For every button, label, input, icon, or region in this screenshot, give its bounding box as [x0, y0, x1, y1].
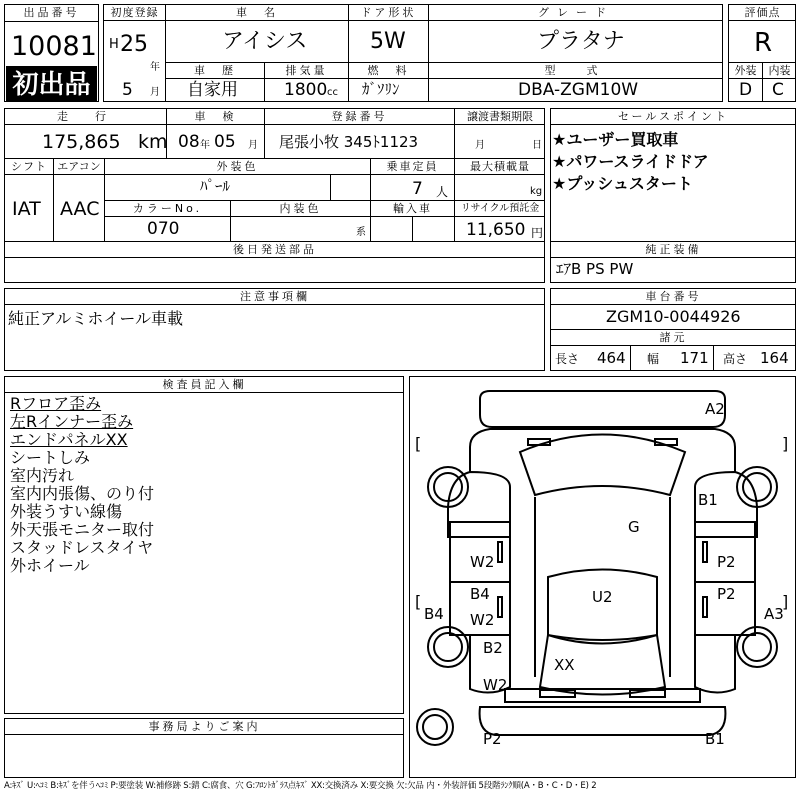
damage-mark-W2c: W2 — [483, 676, 508, 694]
damage-mark-XX: XX — [554, 656, 575, 674]
exterior-label: 外装 — [734, 64, 757, 77]
car-outline — [410, 377, 795, 777]
sales-point: ★パワースライドドア — [552, 152, 709, 171]
load-label: 最大積載量 — [470, 160, 530, 173]
transfer-day: 日 — [532, 140, 542, 151]
displacement-unit: cc — [327, 87, 338, 98]
equipment-label: 純正装備 — [645, 243, 702, 256]
damage-mark-B4b: B4 — [424, 605, 444, 623]
interior-label: 内装 — [768, 64, 791, 77]
month-unit: 月 — [150, 87, 160, 98]
lot-box — [4, 4, 99, 102]
history: 自家用 — [187, 80, 238, 100]
inspector-label: 検査員記入欄 — [162, 378, 247, 391]
inspector-note: シートしみ — [10, 448, 91, 467]
damage-mark-A2: A2 — [705, 400, 725, 418]
inspector-note: 外天張モニター取付 — [10, 520, 155, 539]
mileage: 175,865 — [42, 131, 121, 153]
inspector-note: スタッドレスタイヤ — [10, 538, 154, 557]
notes-label: 注意事項欄 — [240, 290, 310, 303]
recycle-unit: 円 — [531, 226, 544, 240]
mileage-unit: km — [138, 131, 168, 153]
plate-number: 尾張小牧 345ﾄ1123 — [279, 133, 419, 151]
insp-year-unit: 年 — [200, 140, 210, 151]
inspector-note: 外ホイール — [10, 556, 90, 575]
import-label: 輸入車 — [393, 202, 432, 215]
inspector-note: 室内内張傷、のり付 — [10, 484, 155, 503]
width: 171 — [680, 349, 709, 367]
first-reg-label: 初度登録 — [110, 6, 159, 19]
damage-mark-W2b: W2 — [470, 611, 495, 629]
notes-value: 純正アルミホイール車載 — [8, 309, 184, 328]
grade-label: グレード — [538, 6, 614, 19]
car-name-label: 車 名 — [236, 6, 278, 19]
int-color-label: 内装色 — [279, 202, 322, 215]
lot-number: 10081 — [11, 31, 97, 62]
length-label: 長さ — [555, 352, 580, 366]
equipment-value: ｴｱB PS PW — [556, 260, 634, 278]
insp-month-unit: 月 — [248, 140, 258, 151]
width-label: 幅 — [647, 352, 660, 366]
inspector-note: Rフロア歪み — [10, 394, 102, 413]
bracket-mark: ] — [782, 592, 789, 611]
damage-mark-P2b: P2 — [717, 585, 736, 603]
height-label: 高さ — [723, 352, 748, 366]
chassis-label: 車台番号 — [645, 290, 702, 303]
ext-color: ﾊﾟｰﾙ — [200, 177, 231, 195]
ext-color-label: 外装色 — [216, 160, 259, 173]
chassis-number: ZGM10-0044926 — [606, 307, 741, 326]
bracket-mark: ] — [782, 434, 789, 453]
color-no: 070 — [147, 219, 180, 239]
inspection-label: 車 検 — [194, 110, 237, 123]
inspector-list — [10, 395, 154, 575]
inspector-note: 左Rインナー歪み — [10, 412, 134, 431]
exterior-grade: D — [739, 80, 753, 100]
interior-grade: C — [772, 80, 784, 100]
damage-mark-B4: B4 — [470, 585, 490, 603]
sales-point: ★ユーザー買取車 — [552, 130, 679, 149]
load-unit: kg — [530, 186, 543, 197]
reg-month: 5 — [122, 80, 133, 100]
door-label: ドア形状 — [360, 6, 417, 19]
damage-mark-B1: B1 — [698, 491, 718, 509]
door-type: 5W — [370, 29, 406, 54]
bracket-mark: [ — [415, 434, 422, 453]
length: 464 — [597, 349, 626, 367]
plate-label: 登録番号 — [331, 110, 388, 123]
rating-label: 評価点 — [744, 6, 781, 19]
transfer-label: 譲渡書類期限 — [467, 110, 533, 123]
seats-label: 乗車定員 — [386, 160, 439, 173]
damage-mark-P2c: P2 — [483, 730, 502, 748]
model: DBA-ZGM10W — [518, 80, 639, 100]
sales-point: ★プッシュスタート — [552, 174, 693, 193]
history-label: 車 歴 — [194, 64, 236, 77]
rating-value: R — [754, 28, 773, 58]
shift-label: シフト — [11, 160, 47, 173]
inspector-note: 外装うすい線傷 — [10, 502, 123, 521]
displacement: 1800 — [284, 80, 328, 100]
reg-year: 25 — [120, 32, 148, 57]
parts-later-label: 後日発送部品 — [233, 243, 317, 256]
fuel-label: 燃 料 — [367, 64, 410, 77]
damage-legend: A:ｷｽﾞ U:ﾍｺﾐ B:ｷｽﾞを伴うﾍｺﾐ P:要塗装 W:補修跡 S:錆 C:腐食、穴 G:ﾌﾛﾝﾄｶﾞﾗｽ点ｷｽﾞ XX:交換済み X:要交換 欠:欠品 内・外装評価 5段階ﾗﾝｸ順(A・B・C・D・E) 2 — [4, 781, 597, 791]
shift: IAT — [12, 198, 41, 220]
seats-unit: 人 — [436, 185, 449, 199]
bracket-mark: [ — [415, 592, 422, 611]
inspector-note: エンドパネルXX — [10, 430, 128, 449]
damage-mark-W2: W2 — [470, 553, 495, 571]
era: H — [109, 37, 119, 52]
ac: AAC — [60, 198, 100, 220]
seats: 7 — [412, 179, 423, 199]
first-listing-badge: 初出品 — [6, 66, 97, 101]
height: 164 — [760, 349, 789, 367]
inspector-note: 室内汚れ — [10, 466, 75, 485]
car-name: アイシス — [222, 29, 308, 54]
damage-mark-B1b: B1 — [705, 730, 725, 748]
damage-mark-G: G — [628, 518, 640, 536]
insp-month: 05 — [214, 132, 236, 152]
year-unit: 年 — [150, 62, 160, 73]
damage-mark-A3: A3 — [764, 605, 784, 623]
office-label: 事務局よりご案内 — [148, 720, 261, 733]
sales-points-list — [552, 129, 709, 195]
ac-label: エアコン — [57, 160, 101, 173]
model-label: 型 式 — [544, 64, 608, 77]
sales-points-label: セールスポイント — [617, 110, 729, 123]
mileage-label: 走 行 — [57, 110, 114, 123]
fuel: ｶﾞｿﾘﾝ — [362, 80, 400, 98]
color-no-label: カラーNo. — [132, 202, 203, 215]
damage-mark-P2: P2 — [717, 553, 736, 571]
grade: プラタナ — [537, 29, 625, 54]
transfer-month: 月 — [475, 140, 485, 151]
dims-label: 諸元 — [659, 331, 688, 344]
int-color-unit: 系 — [356, 227, 366, 238]
recycle-label: リサイクル預託金 — [460, 203, 540, 214]
car-diagram — [409, 376, 796, 778]
lot-label: 出品番号 — [23, 6, 80, 19]
damage-mark-B2: B2 — [483, 639, 503, 657]
damage-mark-U2: U2 — [592, 588, 613, 606]
recycle-fee: 11,650 — [466, 220, 526, 240]
insp-year: 08 — [178, 132, 200, 152]
displacement-label: 排気量 — [285, 64, 328, 77]
